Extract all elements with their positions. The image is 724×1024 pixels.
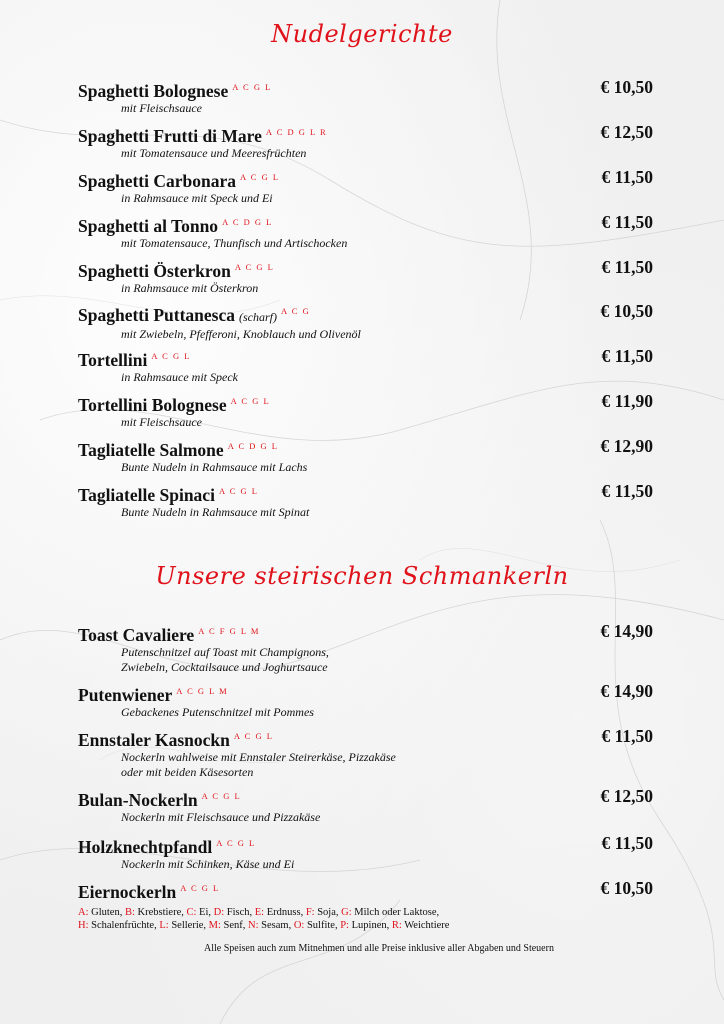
menu-item	[78, 77, 658, 116]
menu-item-name: Tagliatelle Salmone	[78, 439, 224, 460]
section-title: Unsere steirischen Schmankerln	[155, 562, 569, 590]
menu-item-description: Putenschnitzel auf Toast mit Champignons,	[121, 644, 329, 659]
menu-item-description: in Rahmsauce mit Speck	[121, 369, 238, 384]
menu-item-price: € 12,90	[600, 436, 653, 456]
menu-item-title-line	[78, 346, 658, 370]
menu-item	[78, 786, 658, 825]
allergen-codes: A C G	[281, 306, 311, 316]
allergen-label: Weichtiere	[404, 920, 450, 931]
menu-item-name: Spaghetti Frutti di Mare	[78, 125, 262, 146]
menu-item	[78, 621, 658, 675]
menu-item-name: Spaghetti Puttanesca	[78, 304, 236, 325]
allergen-codes: A C D G L	[222, 217, 273, 227]
menu-item-name: Spaghetti al Tonno	[78, 215, 219, 236]
menu-item-title-line	[78, 481, 658, 505]
menu-item-name: Spaghetti Österkron	[78, 260, 231, 281]
menu-item-price: € 12,50	[600, 786, 653, 806]
menu-item	[78, 436, 658, 475]
allergen-key: L:	[159, 920, 169, 931]
menu-item-price: € 11,90	[601, 391, 653, 411]
menu-item-description: mit Fleischsauce	[121, 100, 202, 115]
menu-item-description: Nockerln mit Fleischsauce und Pizzakäse	[121, 809, 321, 824]
allergen-codes: A C G L	[240, 172, 280, 182]
menu-item-price: € 11,50	[601, 726, 653, 746]
allergen-key: O:	[293, 920, 305, 931]
menu-item-name: Spaghetti Bolognese	[78, 80, 229, 101]
allergen-label: Milch oder Laktose,	[354, 907, 440, 918]
allergen-label: Ei,	[199, 907, 211, 918]
menu-item-description: Bunte Nudeln in Rahmsauce mit Lachs	[121, 459, 308, 474]
menu-item-note: (scharf)	[239, 309, 278, 324]
menu-item	[78, 167, 658, 206]
allergen-label: Erdnuss,	[266, 907, 304, 918]
menu-item-description: Bunte Nudeln in Rahmsauce mit Spinat	[121, 504, 310, 519]
allergen-codes: A C G L M	[176, 686, 229, 696]
menu-item-name: Eiernockerln	[78, 881, 177, 902]
menu-item-name: Toast Cavaliere	[78, 624, 195, 645]
allergen-codes: A C G L	[216, 838, 256, 848]
menu-item-price: € 10,50	[600, 878, 653, 898]
allergen-label: Gluten,	[91, 907, 123, 918]
allergen-label: Senf,	[223, 920, 246, 931]
menu-item-title-line	[78, 212, 658, 236]
menu-item-title-line	[78, 77, 658, 101]
menu-item-price: € 10,50	[600, 77, 653, 97]
menu-item	[78, 301, 658, 342]
menu-item-title-line	[78, 257, 658, 281]
allergen-codes: A C G L	[151, 351, 191, 361]
allergen-codes: A C D G L	[227, 441, 279, 451]
allergen-label: Krebstiere,	[137, 907, 184, 918]
menu-item-title-line	[78, 786, 658, 810]
menu-item-description: oder mit beiden Käsesorten	[121, 764, 254, 779]
menu-item-description: mit Tomatensauce und Meeresfrüchten	[121, 145, 307, 160]
menu-item	[78, 257, 658, 296]
menu-item-name: Holzknechtpfandl	[78, 836, 213, 857]
menu-item-price: € 11,50	[601, 212, 653, 232]
menu-item-price: € 11,50	[601, 257, 653, 277]
menu-item-title-line	[78, 301, 658, 327]
menu-item	[78, 681, 658, 720]
menu-item-title-line	[78, 436, 658, 460]
allergen-label: Soja,	[317, 907, 339, 918]
menu-item-description: Zwiebeln, Cocktailsauce und Joghurtsauce	[121, 659, 328, 674]
allergen-codes: A C G L	[233, 731, 274, 741]
allergen-key: C:	[186, 907, 197, 918]
menu-item-price: € 11,50	[601, 833, 653, 853]
allergen-codes: A C G L	[180, 883, 220, 893]
menu-item-name: Tortellini Bolognese	[78, 394, 227, 415]
menu-item	[78, 833, 658, 872]
menu-item	[78, 391, 658, 430]
allergen-label: Sulfite,	[306, 920, 338, 931]
menu-item-title-line	[78, 726, 658, 750]
allergen-key: N:	[248, 920, 259, 931]
allergen-label: Sesam,	[261, 920, 292, 931]
allergen-key: M:	[208, 920, 221, 931]
menu-item-price: € 11,50	[601, 481, 653, 501]
menu-item-title-line	[78, 621, 658, 645]
allergen-codes: A C G L	[234, 262, 275, 272]
menu-item-price: € 10,50	[600, 301, 653, 321]
menu-item-description: Nockerln wahlweise mit Ennstaler Steirerkäse, Pizzakäse	[121, 749, 396, 764]
menu-item	[78, 346, 658, 385]
menu-item-price: € 11,50	[601, 346, 653, 366]
menu-item	[78, 122, 658, 161]
menu-item-title-line	[78, 391, 658, 415]
menu-item	[78, 212, 658, 251]
menu-item-title-line	[78, 122, 658, 146]
allergen-label: Sellerie,	[171, 920, 207, 931]
allergen-key: A:	[78, 907, 89, 918]
menu-item-description: Gebackenes Putenschnitzel mit Pommes	[121, 704, 314, 719]
allergen-codes: A C D G L R	[265, 127, 328, 137]
menu-item-price: € 11,50	[601, 167, 653, 187]
menu-item-name: Tortellini	[78, 349, 148, 370]
menu-item	[78, 878, 658, 902]
allergen-codes: A C G L	[232, 82, 272, 92]
menu-item-description: mit Fleischsauce	[121, 414, 202, 429]
menu-item-description: in Rahmsauce mit Österkron	[121, 280, 259, 295]
menu-item-description: mit Tomatensauce, Thunfisch und Artischocken	[121, 235, 348, 250]
menu-item-name: Tagliatelle Spinaci	[78, 484, 215, 505]
menu-item-title-line	[78, 833, 658, 857]
menu-item-title-line	[78, 167, 658, 191]
allergen-legend-line	[78, 906, 449, 919]
allergen-legend	[78, 906, 449, 932]
allergen-key: B:	[124, 907, 135, 918]
allergen-label: Lupinen,	[351, 920, 390, 931]
allergen-key: E:	[254, 907, 265, 918]
menu-item-name: Bulan-Nockerln	[78, 789, 198, 810]
menu-item-name: Putenwiener	[78, 684, 173, 705]
menu-item-name: Spaghetti Carbonara	[78, 170, 236, 191]
menu-item-description: Nockerln mit Schinken, Käse und Ei	[121, 856, 295, 871]
menu-item-title-line	[78, 878, 658, 902]
allergen-key: R:	[391, 920, 402, 931]
allergen-label: Schalenfrüchte,	[91, 920, 157, 931]
allergen-codes: A C F G L M	[198, 626, 260, 636]
menu-item-price: € 12,50	[600, 122, 653, 142]
allergen-key: P:	[340, 920, 349, 931]
allergen-key: F:	[305, 907, 315, 918]
menu-item-description: in Rahmsauce mit Speck und Ei	[121, 190, 273, 205]
menu-item	[78, 481, 658, 520]
menu-item-price: € 14,90	[600, 681, 653, 701]
menu-item-title-line	[78, 681, 658, 705]
allergen-codes: A C G L	[218, 486, 259, 496]
section-title: Nudelgerichte	[271, 20, 453, 48]
menu-item-name: Ennstaler Kasnockn	[78, 729, 230, 750]
allergen-key: H:	[78, 920, 89, 931]
allergen-key: G:	[341, 907, 352, 918]
allergen-label: Fisch,	[226, 907, 253, 918]
menu-item-description: mit Zwiebeln, Pfefferoni, Knoblauch und Olivenöl	[121, 326, 361, 341]
menu-item-price: € 14,90	[600, 621, 653, 641]
menu-item	[78, 726, 658, 780]
allergen-legend-line	[78, 919, 449, 932]
allergen-key: D:	[213, 907, 225, 918]
footer-note: Alle Speisen auch zum Mitnehmen und alle Preise inklusive aller Abgaben und Steuern	[204, 943, 554, 954]
allergen-codes: A C G L	[201, 791, 242, 801]
allergen-codes: A C G L	[230, 396, 271, 406]
